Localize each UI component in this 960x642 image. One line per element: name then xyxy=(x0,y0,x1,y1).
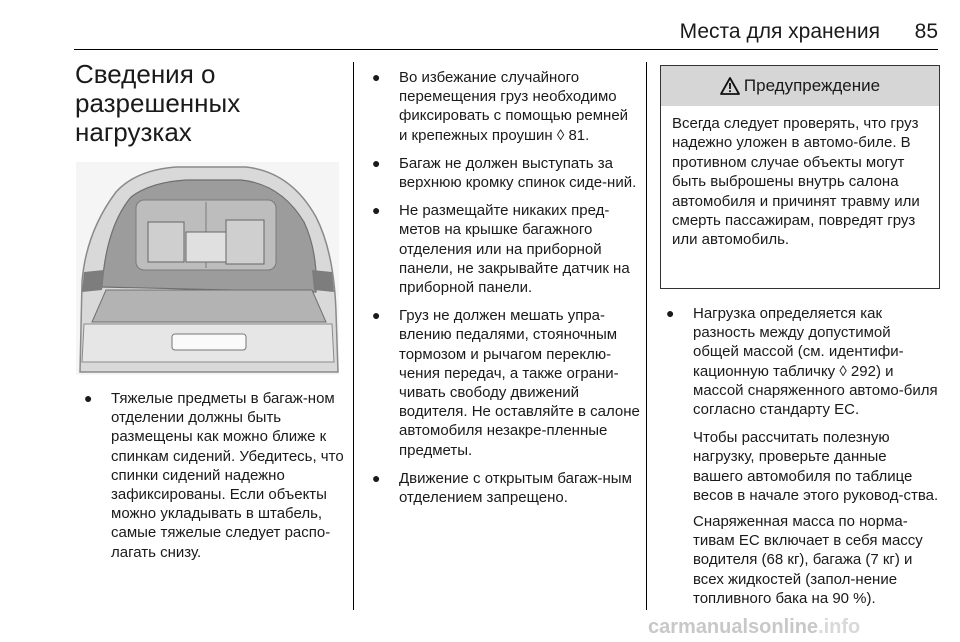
list-item xyxy=(84,389,350,562)
list-item-text: Багаж не должен выступать за верхнюю кромку спинок сиде-ний. xyxy=(399,154,637,192)
list-item xyxy=(372,469,640,507)
list-item xyxy=(372,154,640,192)
heading-line-3: нагрузках xyxy=(75,117,192,147)
bullet-icon: ● xyxy=(666,305,675,321)
trunk-illustration-svg xyxy=(76,162,339,375)
list-item-text: Груз не должен мешать упра-влению педалями, стояночным тормозом и рычагом переклю-чения передач, а также ограни-чивать свободу движений водителя. Не оставляйте в салоне автомобиля незакре-пленные предметы. xyxy=(399,307,640,459)
middle-column xyxy=(372,68,640,516)
bullet-icon: ● xyxy=(372,154,381,171)
list-item xyxy=(372,306,640,460)
column-divider-left xyxy=(353,62,354,610)
warning-title: Предупреждение xyxy=(743,76,881,95)
list-item-text: Нагрузка определяется как разность между допустимой общей массой (см. идентифи-кационную табличку ◊ 292) и массой снаряженного автомо-биля согласно стандарту ЕС. xyxy=(693,305,938,419)
list-item xyxy=(372,201,640,297)
right-bullet-list xyxy=(666,304,940,419)
bullet-icon: ● xyxy=(372,69,381,85)
left-column xyxy=(84,389,350,571)
list-item xyxy=(372,68,640,145)
warning-box xyxy=(660,65,940,289)
warning-header xyxy=(661,66,939,106)
watermark xyxy=(648,616,860,639)
list-item-text: Движение с открытым багаж-ным отделением запрещено. xyxy=(399,469,632,507)
left-bullet-list xyxy=(84,389,350,562)
header-rule xyxy=(74,49,938,50)
middle-bullet-list xyxy=(372,68,640,507)
list-item-text: Не размещайте никаких пред-метов на крышке багажного отделения или на приборной панели, не закрывайте датчик на приборной панели. xyxy=(399,202,630,297)
watermark-main: carmanualsonline xyxy=(648,616,819,638)
column-divider-right xyxy=(646,62,647,610)
page-header-title: Места для хранения xyxy=(679,20,880,43)
list-item-text: Тяжелые предметы в багаж-ном отделении должны быть размещены как можно ближе к спинкам сидений. Убедитесь, что спинки сидений надежно зафиксированы. Если объекты можно укладывать в штабель, самые тяжелые следует распо-лагать снизу. xyxy=(111,390,344,561)
page-number: 85 xyxy=(914,20,938,43)
warning-triangle-icon xyxy=(720,77,740,95)
heading-line-1: Сведения о xyxy=(75,59,216,89)
list-item xyxy=(666,304,940,419)
trunk-illustration xyxy=(76,162,339,375)
curb-weight-paragraph: Снаряженная масса по норма-тивам ЕС включает в себя массу водителя (68 кг), багажа (7 кг) и всех жидкостей (запол-нение топливного бака на 90 %). xyxy=(693,513,923,607)
list-item-text: Во избежание случайного перемещения груз необходимо фиксировать с помощью ремней и крепежных проушин ◊ 81. xyxy=(399,69,629,144)
watermark-domain: .info xyxy=(818,616,861,638)
right-column xyxy=(666,304,940,615)
payload-paragraph: Чтобы рассчитать полезную нагрузку, проверьте данные вашего автомобиля по таблице весов в начале этого руковод-ства. xyxy=(693,429,939,504)
bullet-icon: ● xyxy=(372,469,381,486)
section-heading xyxy=(75,60,240,147)
bullet-icon: ● xyxy=(372,202,381,219)
heading-line-2: разрешенных xyxy=(75,88,241,118)
bullet-icon: ● xyxy=(84,390,93,406)
bullet-icon: ● xyxy=(372,307,381,324)
warning-text: Всегда следует проверять, что груз надежно уложен в автомо-биле. В противном случае объекты могут быть выброшены внутрь салона автомобиля и причинят травму или смерть пассажирам, повредят груз или автомобиль. xyxy=(672,115,920,249)
